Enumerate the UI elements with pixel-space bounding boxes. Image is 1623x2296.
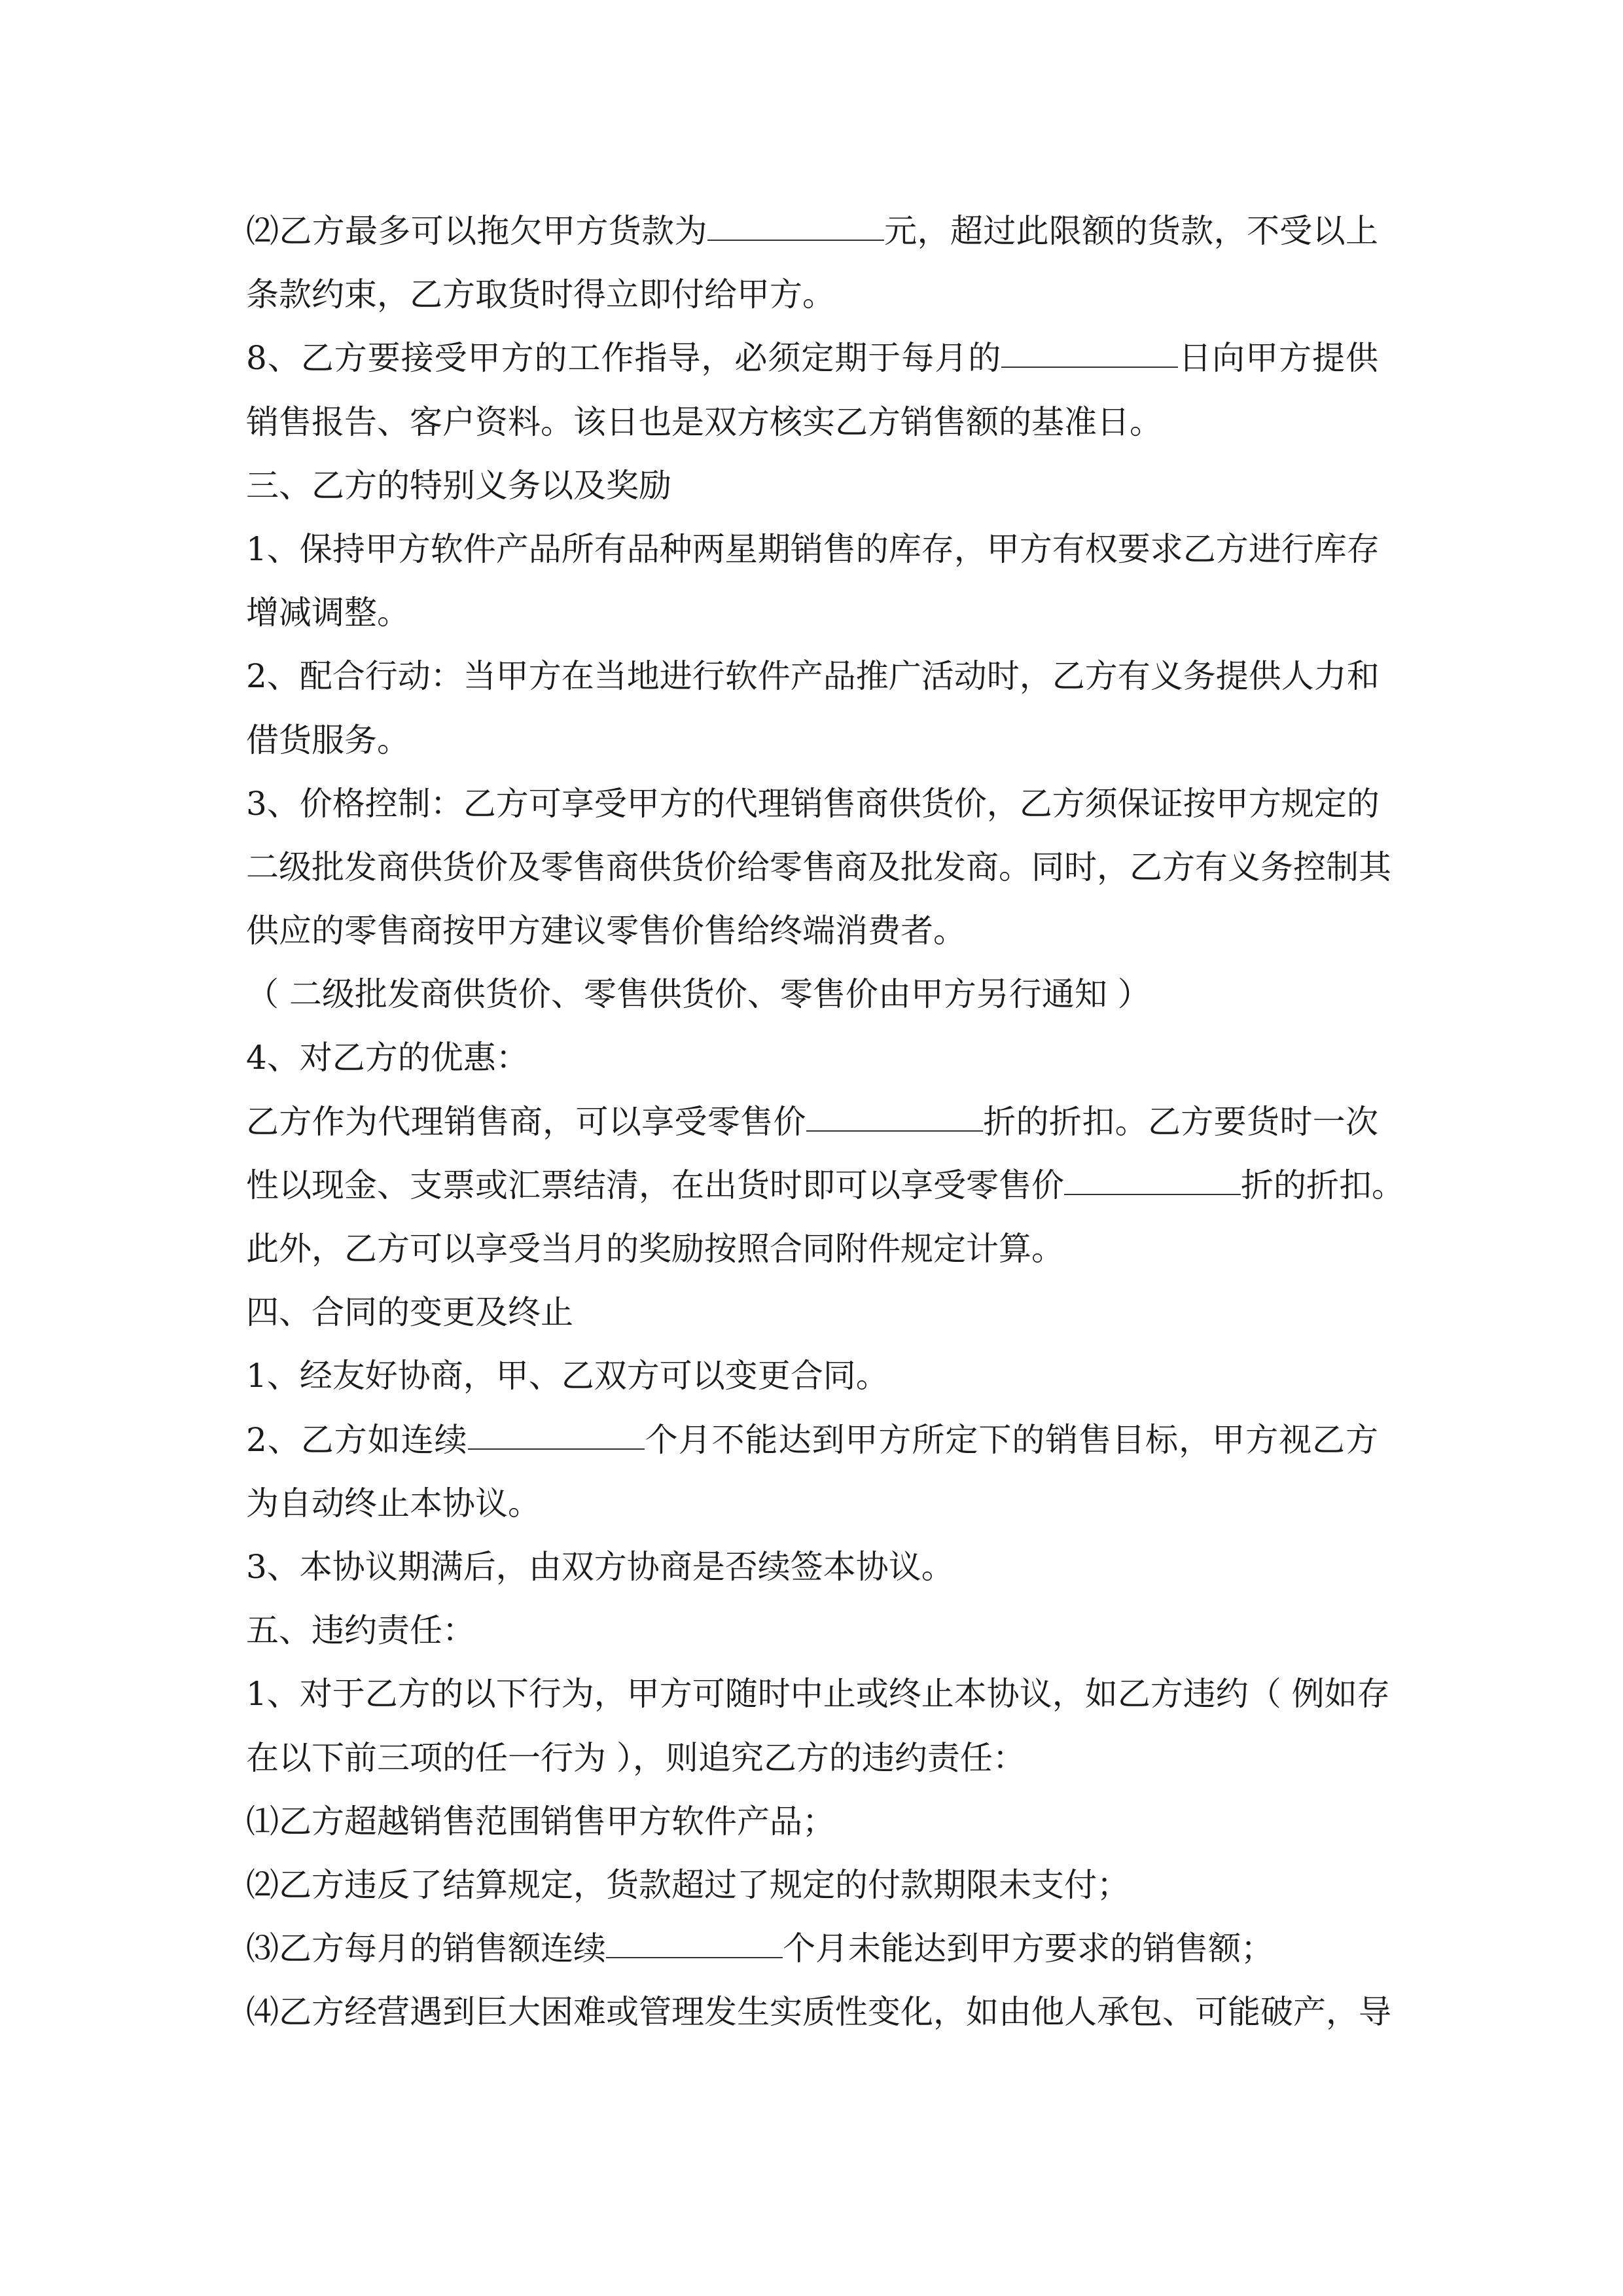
paragraph-line [246, 1727, 1378, 1790]
text: 折的折扣。乙方要货时一次 [982, 1102, 1379, 1141]
paragraph-line [246, 1408, 1378, 1472]
text: 条款约束，乙方取货时得立即付给甲方。 [246, 276, 835, 314]
section-title: 三、乙方的特别义务以及奖励 [246, 466, 671, 505]
section-title: 五、违约责任： [246, 1611, 475, 1650]
paragraph-line [246, 836, 1391, 899]
text: ⑵乙方最多可以拖欠甲方货款为 [246, 212, 707, 250]
text: 折的折扣。 [1241, 1166, 1404, 1204]
text: ⑷乙方经营遇到巨大困难或管理发生实质性变化，如由他人承包、可能破产，导 [246, 1993, 1391, 2032]
paragraph-line [246, 1981, 1391, 2044]
text: 性以现金、支票或汇票结清，在出货时即可以享受零售价 [246, 1166, 1064, 1204]
paragraph-line [246, 1535, 1378, 1599]
text: ⑶乙方每月的销售额连续 [246, 1929, 606, 1968]
fill-in-blank [806, 1100, 983, 1132]
paragraph-line [246, 1790, 1378, 1854]
text: 二级批发商供货价及零售商供货价给零售商及批发商。同时，乙方有义务控制其 [246, 848, 1391, 886]
paragraph-line [246, 709, 1378, 772]
text: 乙方作为代理销售商，可以享受零售价 [246, 1102, 806, 1141]
document-body [246, 200, 1404, 2044]
fill-in-blank [1001, 336, 1178, 368]
text: 个月不能达到甲方所定下的销售目标，甲方视乙方 [644, 1420, 1379, 1459]
paragraph-line [246, 1917, 1378, 1981]
text: 元，超过此限额的货款，不受以上 [883, 212, 1378, 250]
text: 1、经友好协商，甲、乙双方可以变更合同。 [246, 1357, 889, 1395]
text: 日向甲方提供 [1178, 339, 1379, 378]
text: 8、乙方要接受甲方的工作指导，必须定期于每月的 [246, 339, 1002, 378]
text: ⑴乙方超越销售范围销售甲方软件产品； [246, 1802, 835, 1840]
paragraph-line [246, 391, 1378, 454]
text: 销售报告、客户资料。该日也是双方核实乙方销售额的基准日。 [246, 403, 1162, 441]
fill-in-blank [606, 1927, 783, 1958]
text: 此外，乙方可以享受当月的奖励按照合同附件规定计算。 [246, 1230, 1064, 1268]
text: 4、对乙方的优惠： [246, 1039, 529, 1077]
text: 在以下前三项的任一行为 ），则追究乙方的违约责任： [246, 1738, 1026, 1777]
paragraph-line [246, 1026, 1378, 1090]
section-heading [246, 1599, 1378, 1662]
text: 1、对于乙方的以下行为，甲方可随时中止或终止本协议，如乙方违约（ 例如存 [246, 1675, 1390, 1713]
paragraph-line [246, 772, 1378, 836]
text: ⑵乙方违反了结算规定，货款超过了规定的付款期限未支付； [246, 1865, 1130, 1904]
text: 2、配合行动：当甲方在当地进行软件产品推广活动时，乙方有义务提供人力和 [246, 657, 1380, 696]
paragraph-line [246, 1854, 1378, 1917]
text: 个月未能达到甲方要求的销售额； [783, 1929, 1274, 1968]
paragraph-line [246, 200, 1378, 263]
paragraph-line [246, 899, 1378, 963]
section-heading [246, 454, 1378, 518]
paragraph-line [246, 581, 1378, 645]
paragraph-line [246, 327, 1378, 390]
text: 增减调整。 [246, 594, 410, 632]
paragraph-line [246, 1662, 1390, 1726]
paragraph-line [246, 645, 1378, 708]
fill-in-blank [1064, 1164, 1241, 1195]
section-title: 四、合同的变更及终止 [246, 1293, 573, 1332]
paragraph-line [246, 1344, 1378, 1408]
text: 供应的零售商按甲方建议零售价售给终端消费者。 [246, 912, 966, 950]
text: 1、保持甲方软件产品所有品种两星期销售的库存，甲方有权要求乙方进行库存 [246, 529, 1380, 568]
paragraph-line [246, 1217, 1378, 1281]
paragraph-line [246, 963, 1378, 1026]
text: 2、乙方如连续 [246, 1420, 468, 1459]
section-heading [246, 1281, 1378, 1344]
paragraph-line [246, 1154, 1404, 1217]
text: 3、本协议期满后，由双方协商是否续签本协议。 [246, 1547, 954, 1586]
note-text: （ 二级批发商供货价、零售供货价、零售价由甲方另行通知 ） [246, 975, 1150, 1014]
text: 为自动终止本协议。 [246, 1484, 541, 1522]
fill-in-blank [468, 1418, 645, 1450]
paragraph-line [246, 1472, 1378, 1535]
text: 3、价格控制：乙方可享受甲方的代理销售商供货价，乙方须保证按甲方规定的 [246, 784, 1380, 823]
paragraph-line [246, 263, 1378, 327]
paragraph-line [246, 518, 1378, 581]
paragraph-line [246, 1090, 1378, 1154]
text: 借货服务。 [246, 721, 410, 759]
fill-in-blank [707, 209, 884, 241]
